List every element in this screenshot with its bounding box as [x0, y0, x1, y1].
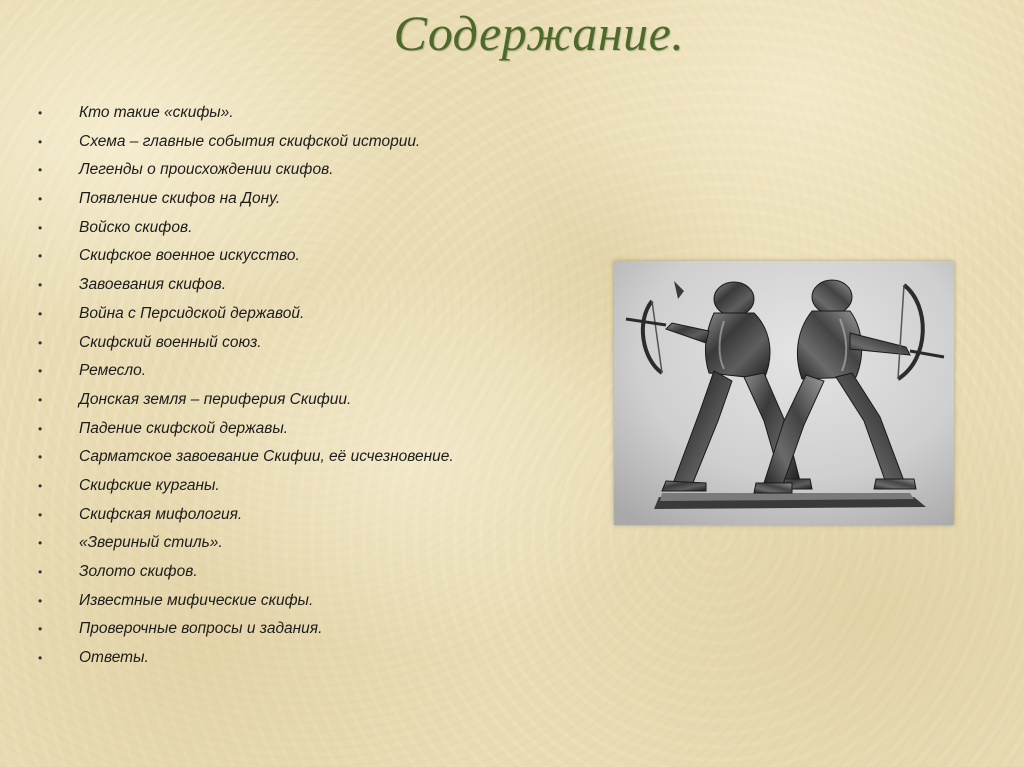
bullet: • [38, 622, 43, 637]
list-item [38, 415, 454, 444]
list-item [38, 529, 454, 558]
list-item-text: Скифское военное искусство. [79, 247, 300, 265]
list-item-text: Сарматское завоевание Скифии, её исчезновение. [79, 448, 454, 466]
bullet: • [38, 249, 43, 264]
list-item [38, 615, 454, 644]
bullet: • [38, 220, 43, 235]
list-item [38, 128, 454, 157]
bullet: • [38, 450, 43, 465]
list-item-text: Завоевания скифов. [79, 276, 227, 294]
list-item [38, 386, 454, 415]
list-item [38, 156, 454, 185]
bullet: • [38, 536, 43, 551]
bullet: • [38, 335, 43, 350]
list-item-text: Появление скифов на Дону. [79, 190, 281, 208]
list-item [38, 242, 454, 271]
slide-title: Содержание. [393, 5, 685, 61]
bullet: • [38, 392, 43, 407]
list-item [38, 357, 454, 386]
bullet: • [38, 507, 43, 522]
bullet: • [38, 421, 43, 436]
list-item [38, 443, 454, 472]
list-item-text: Проверочные вопросы и задания. [79, 620, 323, 638]
scythian-archers-image [614, 261, 954, 525]
bullet: • [38, 478, 43, 493]
list-item [38, 472, 454, 501]
list-item [38, 185, 454, 214]
list-item-text: Схема – главные события скифской истории. [79, 132, 421, 150]
list-item-text: Скифский военный союз. [79, 333, 262, 351]
list-item-text: Донская земля – периферия Скифии. [79, 390, 352, 408]
list-item [38, 214, 454, 243]
list-item-text: «Звериный стиль». [79, 534, 223, 552]
bullet: • [38, 106, 43, 120]
bullet: • [38, 163, 43, 178]
bullet: • [38, 565, 43, 579]
list-item-text: Ответы. [79, 649, 149, 667]
list-item-text: Скифская мифология. [79, 505, 243, 523]
bullet: • [38, 278, 43, 293]
list-item-text: Золото скифов. [79, 563, 198, 580]
list-item [38, 558, 454, 587]
list-item [38, 300, 454, 329]
bullet: • [38, 364, 43, 379]
list-item-text: Кто такие «скифы». [79, 104, 234, 121]
scythian-archers-statuette-icon [614, 261, 954, 525]
list-item [38, 644, 454, 673]
list-item-text: Ремесло. [79, 362, 147, 380]
bullet: • [38, 593, 43, 608]
list-item [38, 329, 454, 358]
list-item [38, 271, 454, 300]
list-item-text: Войско скифов. [79, 218, 193, 236]
bullet: • [38, 306, 43, 321]
list-item-text: Война с Персидской державой. [79, 304, 305, 322]
list-item-text: Падение скифской державы. [79, 419, 289, 437]
list-item [38, 501, 454, 530]
bullet: • [38, 134, 43, 149]
list-item [38, 99, 454, 128]
contents-list [38, 99, 454, 673]
bullet: • [38, 192, 43, 207]
bullet: • [38, 651, 43, 666]
list-item [38, 587, 454, 616]
list-item-text: Скифские курганы. [79, 476, 220, 494]
list-item-text: Легенды о происхождении скифов. [79, 161, 334, 179]
list-item-text: Известные мифические скифы. [79, 591, 314, 609]
